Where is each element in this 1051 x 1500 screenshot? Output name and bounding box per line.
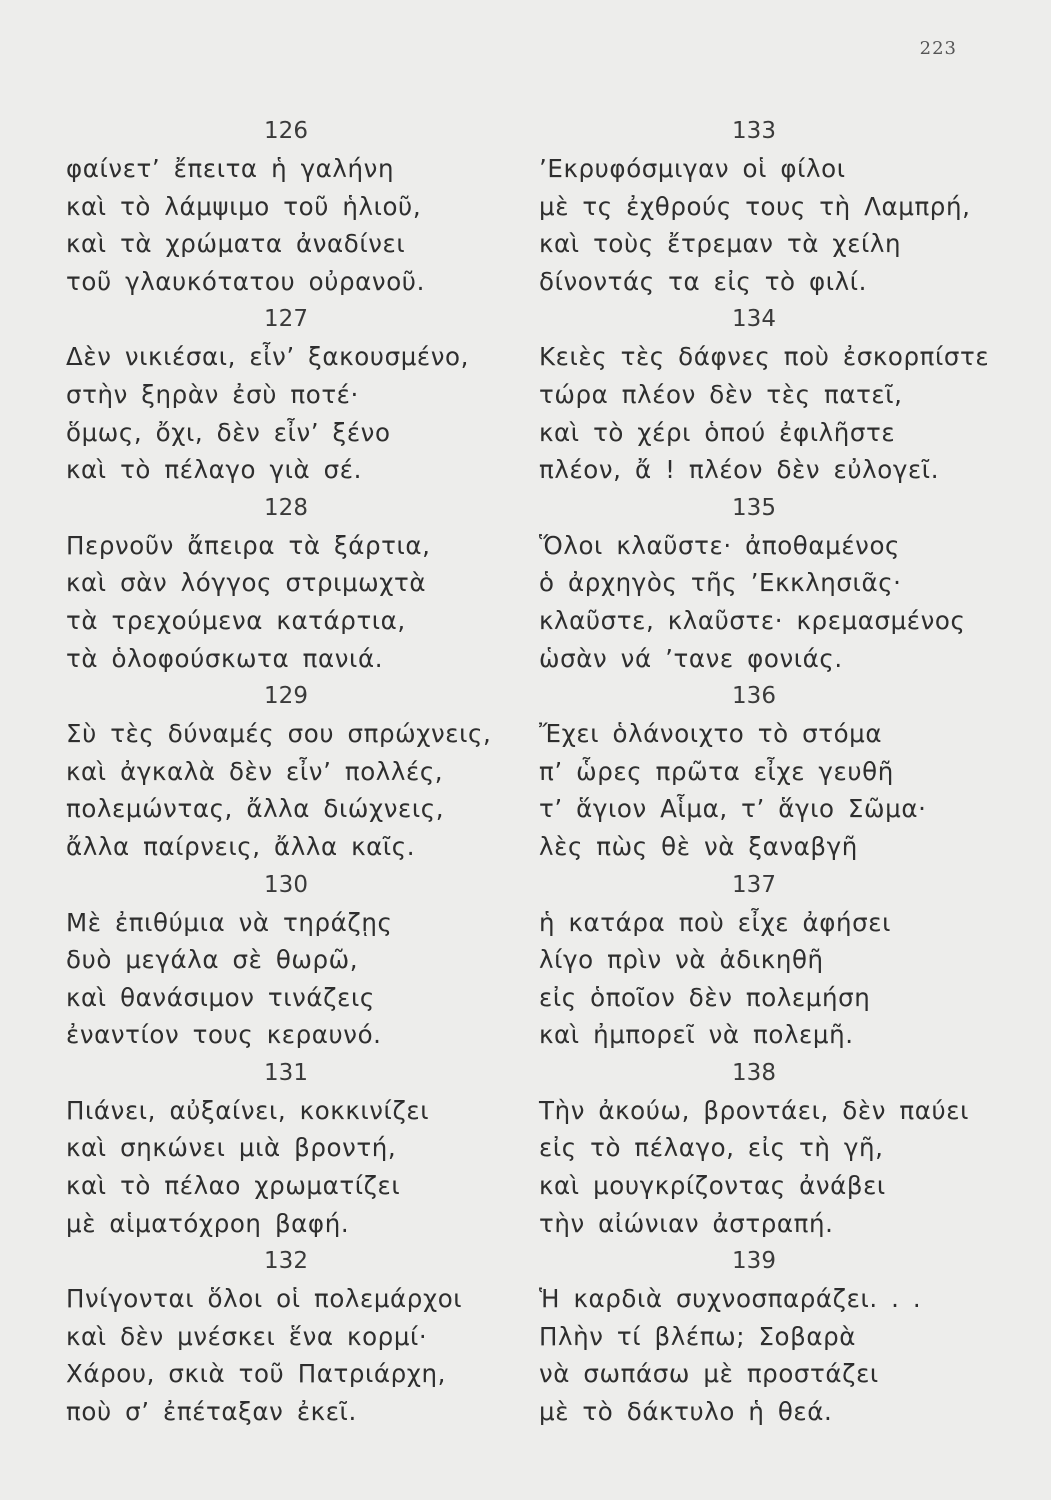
- verse-line: ἄλλα παίρνεις, ἄλλα καῖς.: [66, 831, 416, 861]
- verse-line: ὡσὰν νά ’τανε φονιάς.: [539, 643, 843, 673]
- verse-line: καὶ θανάσιμον τινάζεις: [66, 982, 375, 1012]
- verse-line: Κειὲς τὲς δάφνες ποὺ ἐσκορπίστε: [539, 342, 990, 372]
- verse-line: τὰ τρεχούμενα κατάρτια,: [66, 605, 406, 635]
- stanza-number: 131: [264, 1059, 308, 1086]
- verse-line: δίνοντάς τα εἰς τὸ φιλί.: [539, 266, 868, 296]
- stanza-134: [539, 300, 990, 488]
- verse-line: ὁ ἀρχηγὸς τῆς ’Εκκλησιᾶς·: [539, 568, 902, 598]
- verse-line: τοῦ γλαυκότατου οὐρανοῦ.: [66, 266, 425, 296]
- verse-line: μὲ αἱματόχροη βαφή.: [66, 1208, 350, 1238]
- stanza-129: [66, 677, 496, 865]
- verse-line: μὲ τὸ δάκτυλο ἡ θεά.: [539, 1397, 833, 1427]
- verse-line: Τὴν ἀκούω, βροντάει, δὲν παύει: [539, 1095, 969, 1125]
- verse-line: Ἔχει ὁλάνοιχτο τὸ στόμα: [539, 719, 883, 749]
- verse-line: κλαῦστε, κλαῦστε· κρεμασμένος: [539, 605, 966, 635]
- verse-line: ἐναντίον τους κεραυνό.: [66, 1020, 382, 1050]
- stanza-131: [66, 1054, 496, 1242]
- verse-line: Πιάνει, αὐξαίνει, κοκκινίζει: [66, 1095, 430, 1125]
- stanza-number: 136: [732, 683, 776, 710]
- verse-line: καὶ ἠμπορεῖ νὰ πολεμῆ.: [539, 1020, 854, 1050]
- verse-line: καὶ τὸ χέρι ὁπού ἐφιλῆστε: [539, 417, 896, 447]
- verse-line: καὶ δὲν μνέσκει ἕνα κορμί·: [66, 1321, 428, 1351]
- verse-line: πολεμώντας, ἄλλα διώχνεις,: [66, 794, 445, 824]
- verse-line: ἡ κατάρα ποὺ εἶχε ἀφήσει: [539, 907, 892, 937]
- verse-line: Πλὴν τί βλέπω; Σοβαρὰ: [539, 1321, 856, 1351]
- verse-line: καὶ σὰν λόγγος στριμωχτὰ: [66, 568, 427, 598]
- stanza-number: 139: [732, 1248, 776, 1275]
- stanza-130: [66, 866, 496, 1054]
- verse-line: καὶ τοὺς ἔτρεμαν τὰ χείλη: [539, 229, 902, 259]
- verse-line: τώρα πλέον δὲν τὲς πατεῖ,: [539, 379, 903, 409]
- verse-line: καὶ τὸ πέλαο χρωματίζει: [66, 1171, 401, 1201]
- verse-line: τὰ ὁλοφούσκωτα πανιά.: [66, 643, 384, 673]
- verse-line: Περνοῦν ἄπειρα τὰ ξάρτια,: [66, 530, 431, 560]
- stanza-number: 135: [732, 494, 776, 521]
- verse-line: καὶ ἀγκαλὰ δὲν εἶν’ πολλές,: [66, 756, 444, 786]
- stanza-number: 128: [264, 494, 308, 521]
- stanza-number: 129: [264, 683, 308, 710]
- verse-line: τὴν αἰώνιαν ἀστραπή.: [539, 1208, 834, 1238]
- stanza-139: [539, 1242, 969, 1430]
- verse-line: Μὲ ἐπιθύμια νὰ τηράζῃς: [66, 907, 393, 937]
- stanza-number: 138: [732, 1059, 776, 1086]
- verse-line: Δὲν νικιέσαι, εἶν’ ξακουσμένο,: [66, 342, 469, 372]
- verse-line: καὶ τὰ χρώματα ἀναδίνει: [66, 229, 406, 259]
- verse-line: στὴν ξηρὰν ἐσὺ ποτέ·: [66, 379, 359, 409]
- stanza-number: 127: [264, 306, 308, 333]
- stanza-136: [539, 677, 969, 865]
- verse-line: φαίνετ’ ἔπειτα ἡ γαλήνη: [66, 154, 395, 183]
- verse-line: εἰς τὸ πέλαγο, εἰς τὴ γῆ,: [539, 1133, 884, 1163]
- stanza-138: [539, 1054, 969, 1242]
- stanza-number: 126: [264, 118, 308, 144]
- stanza-number: 132: [264, 1248, 308, 1275]
- verse-line: Σὺ τὲς δύναμές σου σπρώχνεις,: [66, 719, 492, 749]
- verse-line: καὶ μουγκρίζοντας ἀνάβει: [539, 1171, 886, 1201]
- verse-line: πλέον, ἄ ! πλέον δὲν εὐλογεῖ.: [539, 455, 940, 485]
- verse-line: ’Εκρυφόσμιγαν οἱ φίλοι: [539, 154, 846, 183]
- verse-line: καὶ τὸ πέλαγο γιὰ σέ.: [66, 455, 362, 485]
- stanza-137: [539, 866, 969, 1054]
- stanza-126: [66, 112, 496, 300]
- verse-line: δυὸ μεγάλα σὲ θωρῶ,: [66, 945, 359, 975]
- verse-line: ποὺ σ’ ἐπέταξαν ἐκεῖ.: [66, 1397, 357, 1427]
- verse-line: καὶ τὸ λάμψιμο τοῦ ἡλιοῦ,: [66, 191, 422, 221]
- verse-line: μὲ τς ἐχθρούς τους τὴ Λαμπρή,: [539, 191, 971, 221]
- stanza-number: 133: [732, 118, 776, 144]
- stanza-132: [66, 1242, 496, 1430]
- right-column: [539, 112, 990, 1431]
- verse-line: Ὅλοι κλαῦστε· ἀποθαμένος: [539, 530, 901, 560]
- verse-line: εἰς ὁποῖον δὲν πολεμήση: [539, 982, 871, 1012]
- verse-line: ὅμως, ὄχι, δὲν εἶν’ ξένο: [66, 417, 391, 447]
- verse-line: καὶ σηκώνει μιὰ βροντή,: [66, 1133, 397, 1163]
- left-column: [66, 112, 496, 1431]
- stanza-133: [539, 112, 969, 300]
- verse-line: λὲς πὼς θὲ νὰ ξαναβγῆ: [539, 831, 858, 861]
- stanza-127: [66, 300, 496, 488]
- stanza-128: [66, 489, 496, 677]
- stanza-135: [539, 489, 969, 677]
- verse-line: π’ ὧρες πρῶτα εἶχε γευθῆ: [539, 756, 894, 786]
- stanza-number: 134: [732, 306, 776, 333]
- stanza-number: 130: [264, 871, 308, 898]
- verse-line: Ἡ καρδιὰ συχνοσπαράζει. . .: [539, 1284, 922, 1314]
- verse-line: νὰ σωπάσω μὲ προστάζει: [539, 1359, 879, 1389]
- verse-line: Χάρου, σκιὰ τοῦ Πατριάρχη,: [66, 1359, 447, 1389]
- verse-line: λίγο πρὶν νὰ ἀδικηθῆ: [539, 945, 824, 975]
- stanza-number: 137: [732, 871, 776, 898]
- page-number: 223: [919, 38, 957, 59]
- verse-line: Πνίγονται ὅλοι οἱ πολεμάρχοι: [66, 1284, 463, 1314]
- verse-line: τ’ ἅγιον Αἷμα, τ’ ἅγιο Σῶμα·: [539, 794, 927, 824]
